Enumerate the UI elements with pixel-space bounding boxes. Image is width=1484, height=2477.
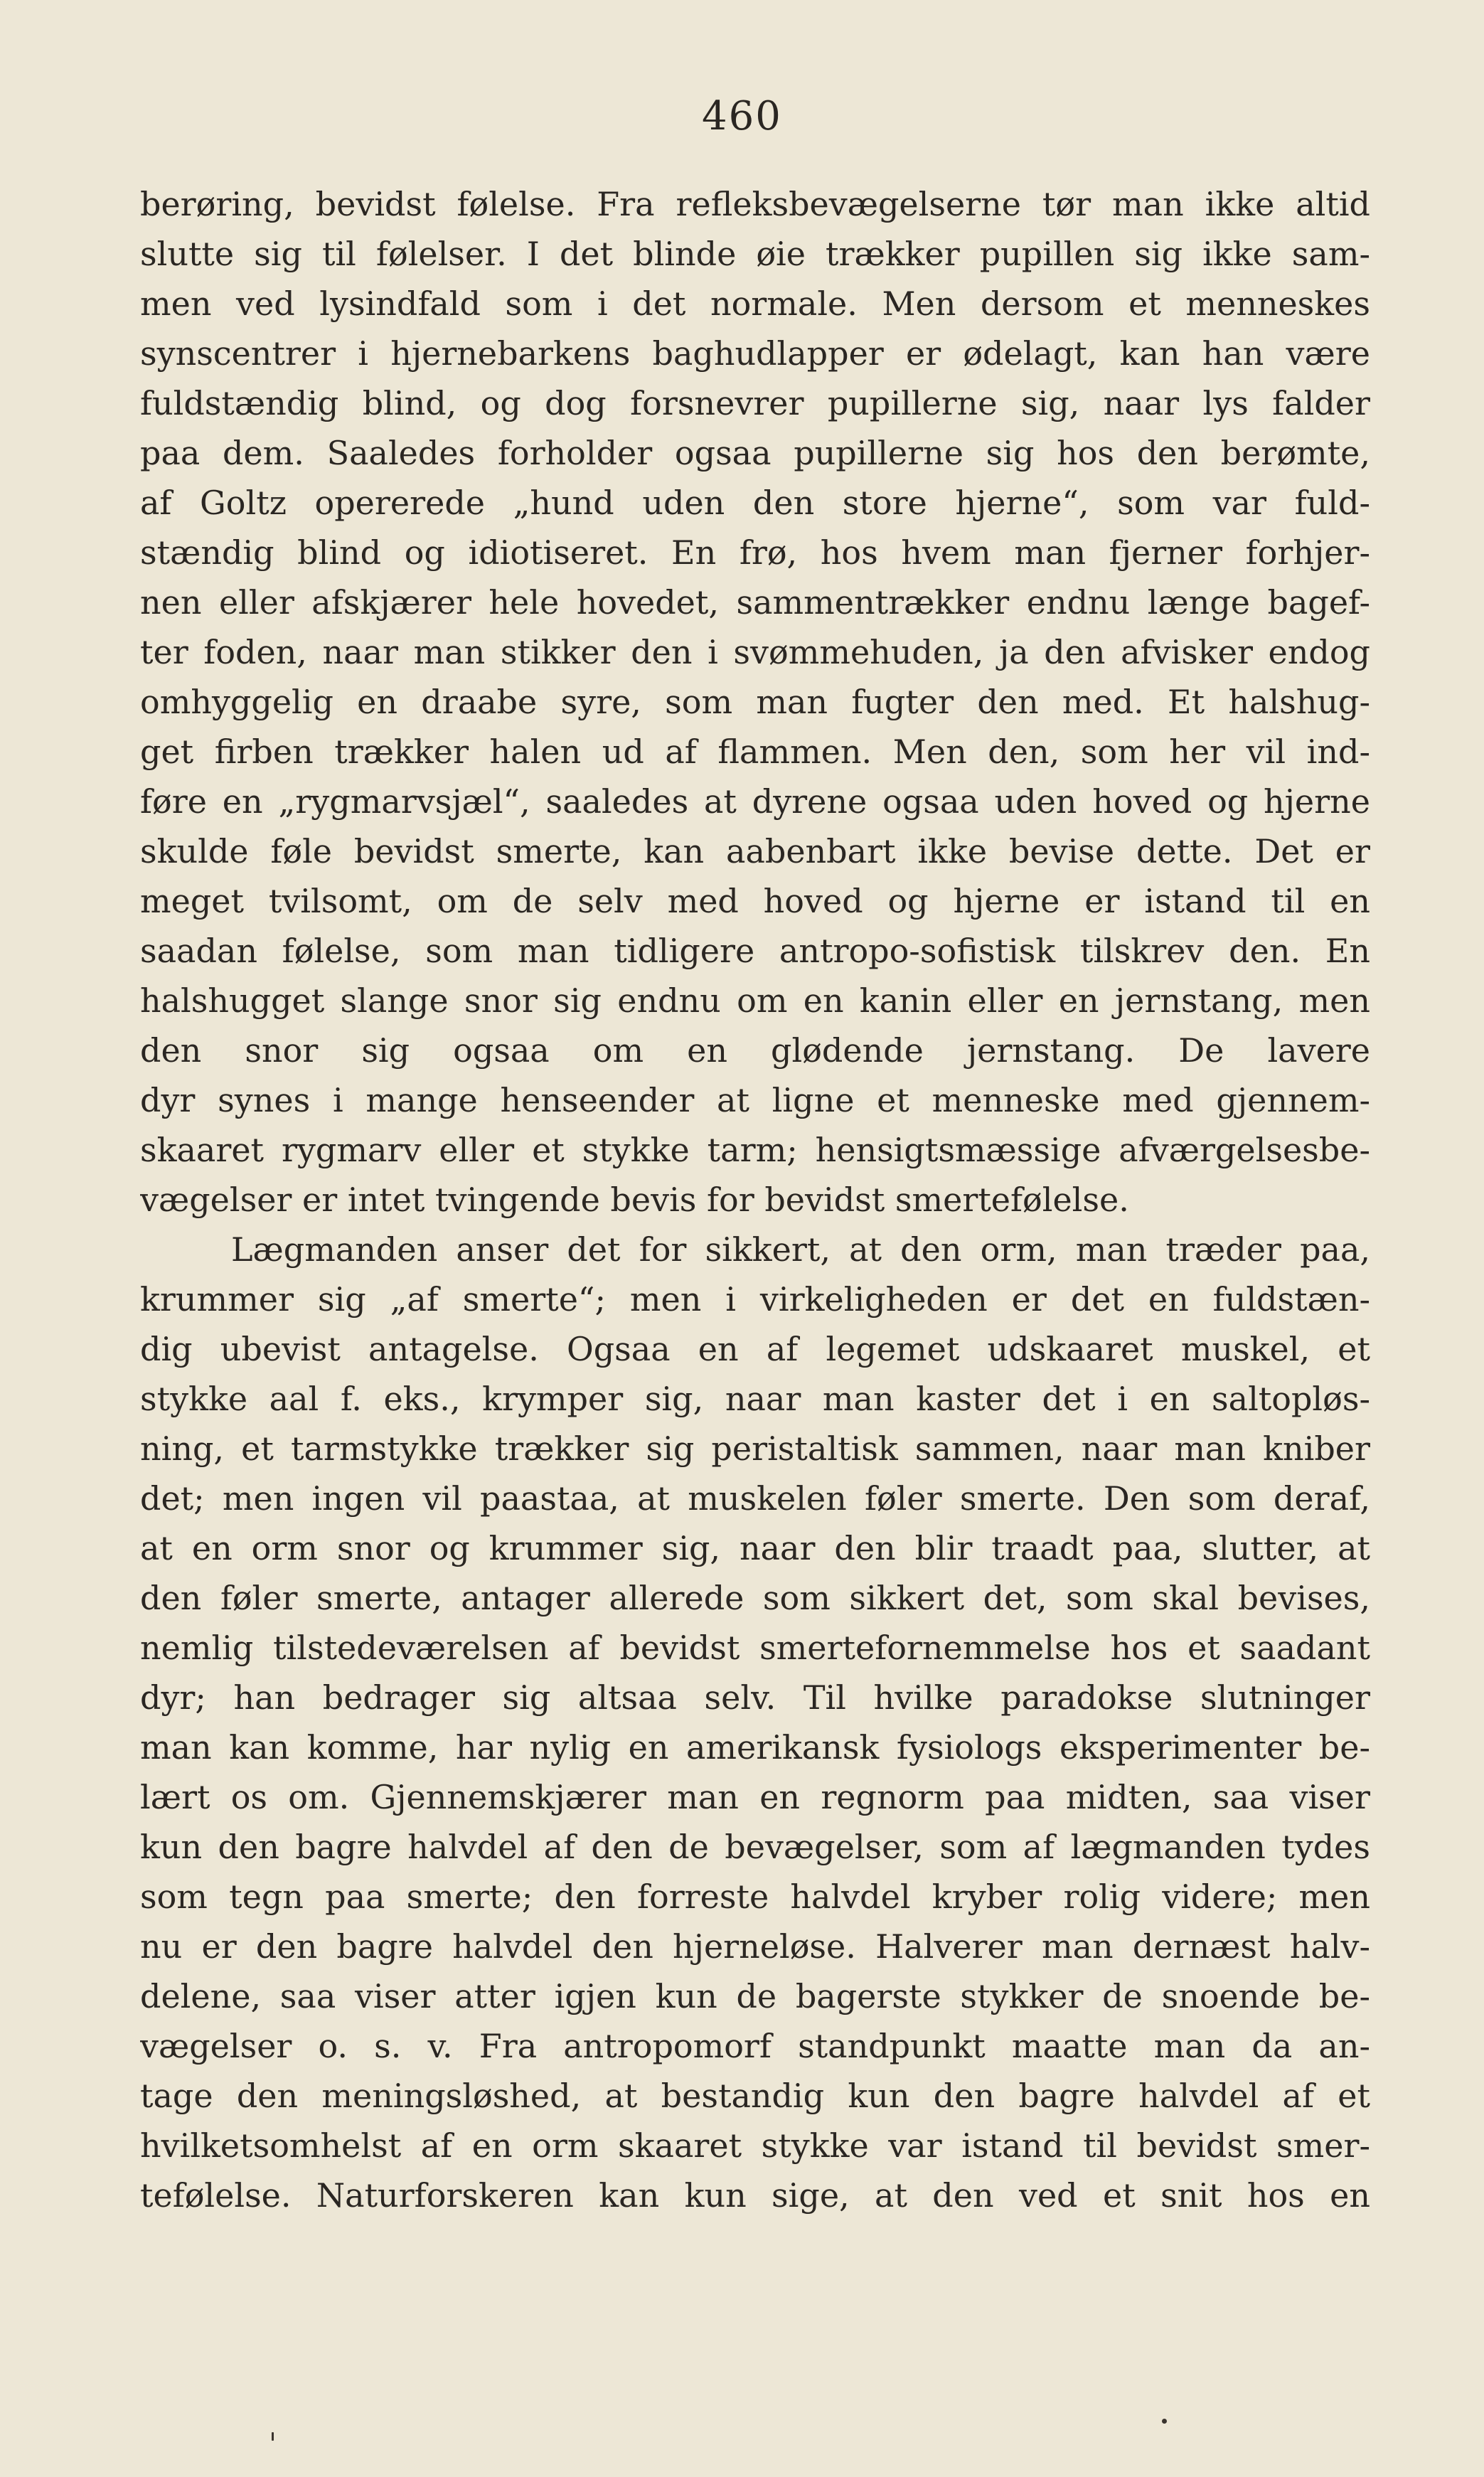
text-line: men ved lysindfald som i det normale. Men dersom et menneskes	[140, 284, 1370, 323]
text-line: synscentrer i hjernebarkens baghudlapper er ødelagt, kan han være	[140, 334, 1370, 373]
text-line: stykke aal f. eks., krymper sig, naar man kaster det i en saltopløs-	[140, 1380, 1370, 1418]
text-line: paa dem. Saaledes forholder ogsaa pupillerne sig hos den berømte,	[140, 434, 1370, 472]
text-line: skaaret rygmarv eller et stykke tarm; hensigtsmæssige afværgelsesbe-	[140, 1131, 1370, 1169]
text-line: hvilketsomhelst af en orm skaaret stykke var istand til bevidst smer-	[140, 2126, 1370, 2165]
ink-speck	[272, 2432, 274, 2441]
text-line: nen eller afskjærer hele hovedet, sammentrækker endnu længe bagef-	[140, 583, 1370, 622]
text-line: nemlig tilstedeværelsen af bevidst smertefornemmelse hos et saadant	[140, 1629, 1370, 1667]
text-line: get firben trækker halen ud af flammen. Men den, som her vil ind-	[140, 733, 1370, 771]
text-line: slutte sig til følelser. I det blinde øie trækker pupillen sig ikke sam-	[140, 235, 1370, 273]
text-line: meget tvilsomt, om de selv med hoved og hjerne er istand til en	[140, 882, 1370, 920]
text-line: tage den meningsløshed, at bestandig kun den bagre halvdel af et	[140, 2077, 1370, 2115]
text-line: som tegn paa smerte; den forreste halvdel kryber rolig videre; men	[140, 1877, 1370, 1916]
text-line: vægelser er intet tvingende bevis for bevidst smertefølelse.	[140, 1181, 1129, 1219]
text-line: føre en „rygmarvsjæl“, saaledes at dyrene ogsaa uden hoved og hjerne	[140, 782, 1370, 821]
text-line: lært os om. Gjennemskjærer man en regnorm paa midten, saa viser	[140, 1778, 1370, 1816]
text-line: nu er den bagre halvdel den hjerneløse. Halverer man dernæst halv-	[140, 1927, 1370, 1966]
text-line: dig ubevist antagelse. Ogsaa en af legemet udskaaret muskel, et	[140, 1330, 1370, 1368]
text-line: at en orm snor og krummer sig, naar den blir traadt paa, slutter, at	[140, 1529, 1370, 1567]
text-line: den snor sig ogsaa om en glødende jernstang. De lavere	[140, 1031, 1370, 1070]
text-line: ter foden, naar man stikker den i svømmehuden, ja den afvisker endog	[140, 633, 1370, 671]
text-line: krummer sig „af smerte“; men i virkeligheden er det en fuldstæn-	[140, 1280, 1370, 1319]
text-line: berøring, bevidst følelse. Fra refleksbevægelserne tør man ikke altid	[140, 185, 1370, 223]
ink-speck	[1162, 2419, 1167, 2424]
text-line: stændig blind og idiotiseret. En frø, hos hvem man fjerner forhjer-	[140, 533, 1370, 572]
text-line: dyr; han bedrager sig altsaa selv. Til hvilke paradokse slutninger	[140, 1678, 1370, 1717]
text-line: saadan følelse, som man tidligere antropo-sofistisk tilskrev den. En	[140, 932, 1370, 970]
text-line: tefølelse. Naturforskeren kan kun sige, at den ved et snit hos en	[140, 2176, 1370, 2215]
text-line: man kan komme, har nylig en amerikansk fysiologs eksperimenter be-	[140, 1728, 1370, 1767]
text-line: af Goltz opererede „hund uden den store hjerne“, som var fuld-	[140, 484, 1370, 522]
text-line: dyr synes i mange henseender at ligne et menneske med gjennem-	[140, 1081, 1370, 1119]
text-line: den føler smerte, antager allerede som sikkert det, som skal bevises,	[140, 1579, 1370, 1617]
text-line: ning, et tarmstykke trækker sig peristaltisk sammen, naar man kniber	[140, 1429, 1370, 1468]
text-line: vægelser o. s. v. Fra antropomorf standpunkt maatte man da an-	[140, 2027, 1370, 2065]
text-line: det; men ingen vil paastaa, at muskelen føler smerte. Den som deraf,	[140, 1479, 1370, 1518]
text-line: halshugget slange snor sig endnu om en kanin eller en jernstang, men	[140, 981, 1370, 1020]
text-line: skulde føle bevidst smerte, kan aabenbart ikke bevise dette. Det er	[140, 832, 1370, 870]
page-number: 460	[702, 93, 782, 139]
text-line: kun den bagre halvdel af den de bevægelser, som af lægmanden tydes	[140, 1828, 1370, 1866]
text-line: omhyggelig en draabe syre, som man fugter den med. Et halshug-	[140, 683, 1370, 721]
text-line: delene, saa viser atter igjen kun de bagerste stykker de snoende be-	[140, 1977, 1370, 2015]
paragraph-start-line: Lægmanden anser det for sikkert, at den orm, man træder paa,	[231, 1230, 1370, 1269]
text-line: fuldstændig blind, og dog forsnevrer pupillerne sig, naar lys falder	[140, 384, 1370, 422]
body-text	[140, 179, 1370, 2220]
